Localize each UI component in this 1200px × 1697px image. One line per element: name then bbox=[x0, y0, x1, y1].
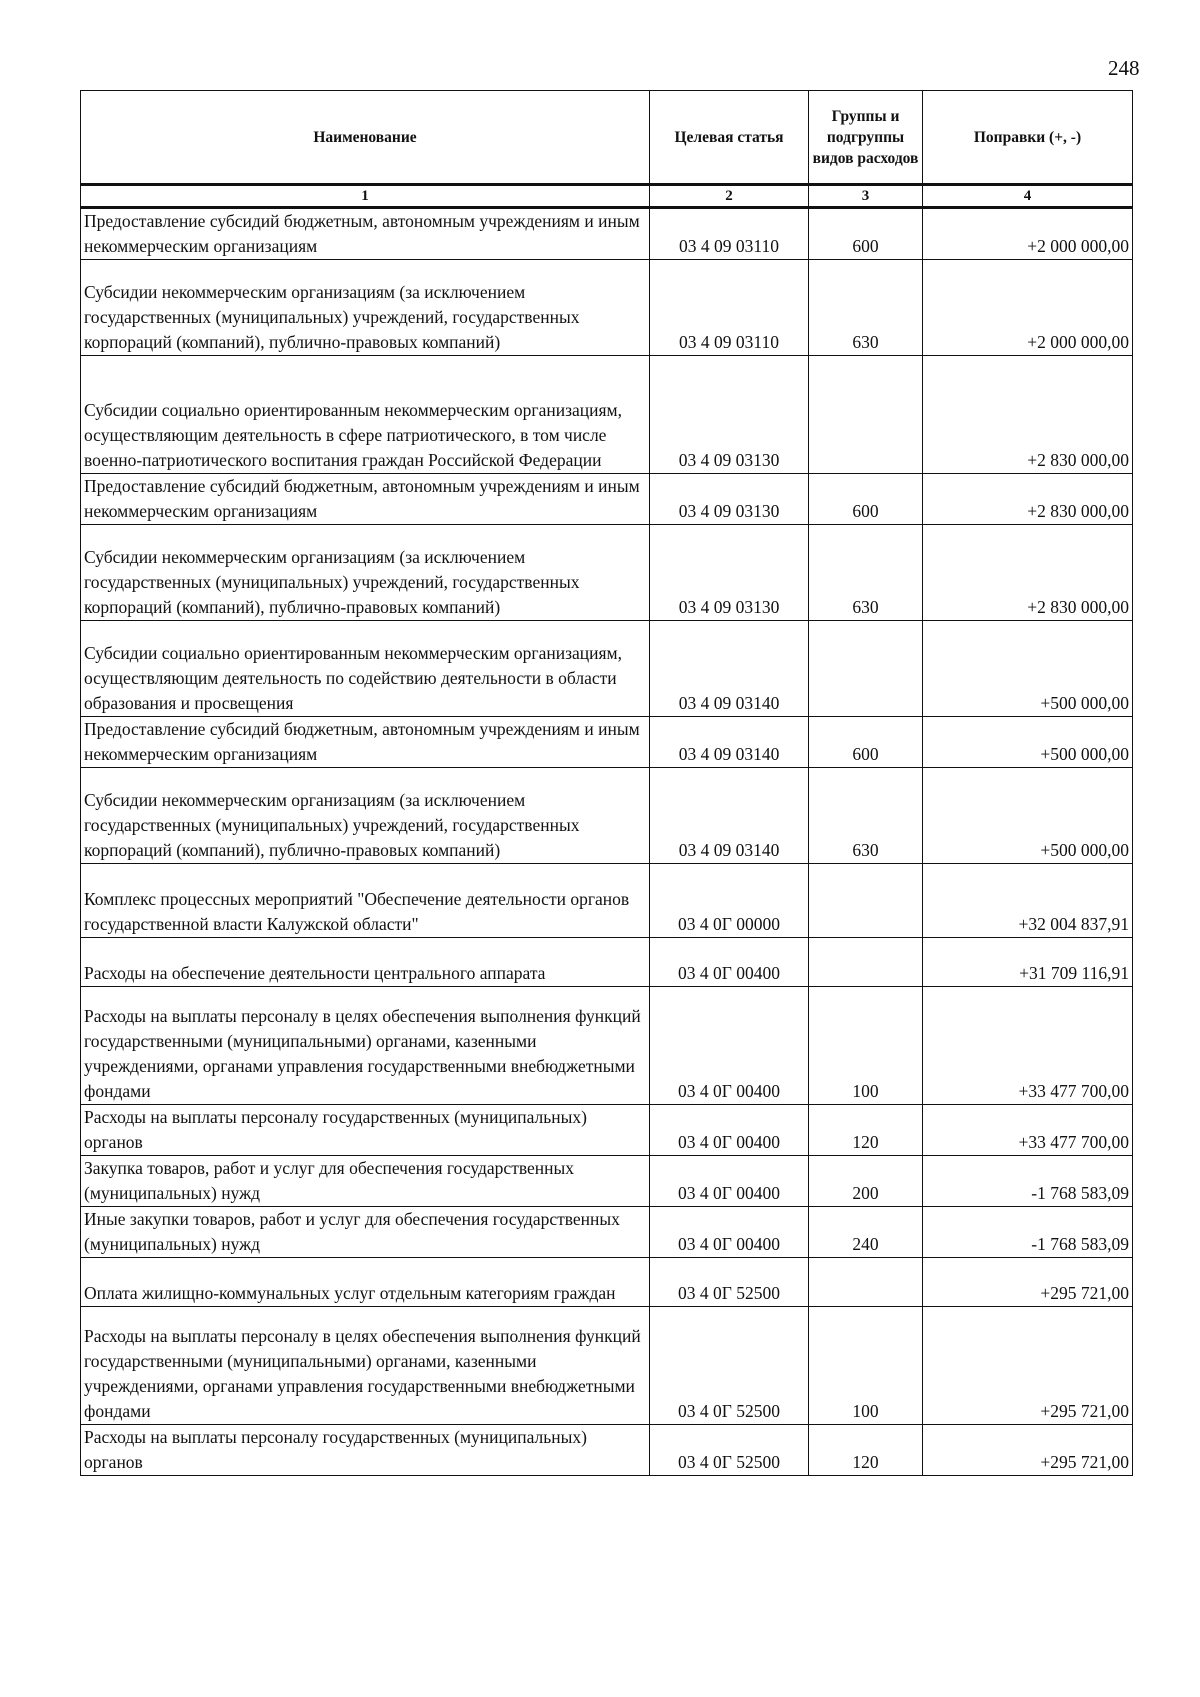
row-name: Расходы на обеспечение деятельности центрального аппарата bbox=[81, 938, 650, 987]
row-amount: +2 000 000,00 bbox=[923, 260, 1133, 356]
table-row bbox=[81, 260, 1133, 356]
row-expense-group: 630 bbox=[809, 768, 923, 864]
row-target-article: 03 4 09 03110 bbox=[650, 260, 809, 356]
row-target-article: 03 4 0Г 00400 bbox=[650, 1105, 809, 1156]
row-name: Расходы на выплаты персоналу в целях обеспечения выполнения функций государственными (муниципальными) органами, казенными учреждениями, органами управления государственными внебюджетными фондами bbox=[81, 987, 650, 1105]
header-expense-groups: Группы и подгруппы видов расходов bbox=[809, 91, 923, 185]
row-amount: +32 004 837,91 bbox=[923, 864, 1133, 938]
row-amount: +31 709 116,91 bbox=[923, 938, 1133, 987]
table-row bbox=[81, 474, 1133, 525]
table-row bbox=[81, 768, 1133, 864]
row-amount: +295 721,00 bbox=[923, 1258, 1133, 1307]
row-expense-group: 600 bbox=[809, 474, 923, 525]
table-row bbox=[81, 1425, 1133, 1476]
row-name: Субсидии социально ориентированным некоммерческим организациям, осуществляющим деятельность в сфере патриотического, в том числе военно-патриотического воспитания граждан Российской Федерации bbox=[81, 356, 650, 474]
table-row bbox=[81, 1307, 1133, 1425]
row-amount: +2 830 000,00 bbox=[923, 525, 1133, 621]
row-expense-group: 120 bbox=[809, 1105, 923, 1156]
header-amendments: Поправки (+, -) bbox=[923, 91, 1133, 185]
row-name: Субсидии социально ориентированным некоммерческим организациям, осуществляющим деятельность по содействию деятельности в области образования и просвещения bbox=[81, 621, 650, 717]
row-expense-group: 200 bbox=[809, 1156, 923, 1207]
row-amount: +2 000 000,00 bbox=[923, 208, 1133, 260]
row-expense-group bbox=[809, 1258, 923, 1307]
table-row bbox=[81, 717, 1133, 768]
table-header-row bbox=[81, 91, 1133, 185]
row-expense-group: 630 bbox=[809, 260, 923, 356]
table-row bbox=[81, 987, 1133, 1105]
column-number-row bbox=[81, 185, 1133, 208]
row-target-article: 03 4 09 03140 bbox=[650, 621, 809, 717]
row-name: Расходы на выплаты персоналу государственных (муниципальных) органов bbox=[81, 1425, 650, 1476]
row-amount: +500 000,00 bbox=[923, 717, 1133, 768]
row-amount: +500 000,00 bbox=[923, 621, 1133, 717]
row-name: Расходы на выплаты персоналу государственных (муниципальных) органов bbox=[81, 1105, 650, 1156]
row-amount: -1 768 583,09 bbox=[923, 1156, 1133, 1207]
row-target-article: 03 4 09 03140 bbox=[650, 717, 809, 768]
row-target-article: 03 4 0Г 00000 bbox=[650, 864, 809, 938]
row-expense-group: 100 bbox=[809, 1307, 923, 1425]
row-name: Иные закупки товаров, работ и услуг для обеспечения государственных (муниципальных) нужд bbox=[81, 1207, 650, 1258]
row-expense-group: 100 bbox=[809, 987, 923, 1105]
row-target-article: 03 4 09 03110 bbox=[650, 208, 809, 260]
table-row bbox=[81, 1207, 1133, 1258]
row-target-article: 03 4 09 03130 bbox=[650, 474, 809, 525]
row-expense-group bbox=[809, 621, 923, 717]
table-row bbox=[81, 864, 1133, 938]
row-amount: +295 721,00 bbox=[923, 1425, 1133, 1476]
table-row bbox=[81, 1258, 1133, 1307]
row-target-article: 03 4 0Г 00400 bbox=[650, 1156, 809, 1207]
row-target-article: 03 4 09 03130 bbox=[650, 525, 809, 621]
row-amount: +295 721,00 bbox=[923, 1307, 1133, 1425]
row-expense-group: 120 bbox=[809, 1425, 923, 1476]
row-target-article: 03 4 0Г 00400 bbox=[650, 1207, 809, 1258]
row-expense-group: 600 bbox=[809, 717, 923, 768]
row-target-article: 03 4 09 03140 bbox=[650, 768, 809, 864]
row-expense-group: 630 bbox=[809, 525, 923, 621]
row-expense-group bbox=[809, 938, 923, 987]
header-target-article: Целевая статья bbox=[650, 91, 809, 185]
budget-table bbox=[80, 90, 1133, 1476]
page-number: 248 bbox=[1108, 56, 1140, 80]
column-number: 3 bbox=[809, 185, 923, 208]
row-amount: +2 830 000,00 bbox=[923, 356, 1133, 474]
table-row bbox=[81, 208, 1133, 260]
table-row bbox=[81, 356, 1133, 474]
column-number: 1 bbox=[81, 185, 650, 208]
row-name: Субсидии некоммерческим организациям (за исключением государственных (муниципальных) учреждений, государственных корпораций (компаний), публично-правовых компаний) bbox=[81, 260, 650, 356]
row-name: Предоставление субсидий бюджетным, автономным учреждениям и иным некоммерческим организациям bbox=[81, 717, 650, 768]
column-number: 2 bbox=[650, 185, 809, 208]
row-name: Предоставление субсидий бюджетным, автономным учреждениям и иным некоммерческим организациям bbox=[81, 474, 650, 525]
row-amount: +33 477 700,00 bbox=[923, 1105, 1133, 1156]
row-amount: +33 477 700,00 bbox=[923, 987, 1133, 1105]
row-target-article: 03 4 0Г 52500 bbox=[650, 1307, 809, 1425]
row-target-article: 03 4 0Г 52500 bbox=[650, 1425, 809, 1476]
row-name: Субсидии некоммерческим организациям (за исключением государственных (муниципальных) учреждений, государственных корпораций (компаний), публично-правовых компаний) bbox=[81, 768, 650, 864]
row-expense-group bbox=[809, 356, 923, 474]
row-expense-group: 600 bbox=[809, 208, 923, 260]
row-amount: +2 830 000,00 bbox=[923, 474, 1133, 525]
row-amount: +500 000,00 bbox=[923, 768, 1133, 864]
row-name: Оплата жилищно-коммунальных услуг отдельным категориям граждан bbox=[81, 1258, 650, 1307]
table-row bbox=[81, 938, 1133, 987]
row-target-article: 03 4 0Г 00400 bbox=[650, 938, 809, 987]
row-name: Предоставление субсидий бюджетным, автономным учреждениям и иным некоммерческим организациям bbox=[81, 208, 650, 260]
column-number: 4 bbox=[923, 185, 1133, 208]
header-name: Наименование bbox=[81, 91, 650, 185]
row-target-article: 03 4 0Г 00400 bbox=[650, 987, 809, 1105]
row-amount: -1 768 583,09 bbox=[923, 1207, 1133, 1258]
row-expense-group: 240 bbox=[809, 1207, 923, 1258]
table-row bbox=[81, 1156, 1133, 1207]
row-name: Закупка товаров, работ и услуг для обеспечения государственных (муниципальных) нужд bbox=[81, 1156, 650, 1207]
row-name: Комплекс процессных мероприятий "Обеспечение деятельности органов государственной власти Калужской области" bbox=[81, 864, 650, 938]
row-expense-group bbox=[809, 864, 923, 938]
row-target-article: 03 4 0Г 52500 bbox=[650, 1258, 809, 1307]
table-row bbox=[81, 621, 1133, 717]
row-target-article: 03 4 09 03130 bbox=[650, 356, 809, 474]
table-row bbox=[81, 525, 1133, 621]
table-row bbox=[81, 1105, 1133, 1156]
row-name: Расходы на выплаты персоналу в целях обеспечения выполнения функций государственными (муниципальными) органами, казенными учреждениями, органами управления государственными внебюджетными фондами bbox=[81, 1307, 650, 1425]
table-body bbox=[81, 208, 1133, 1476]
row-name: Субсидии некоммерческим организациям (за исключением государственных (муниципальных) учреждений, государственных корпораций (компаний), публично-правовых компаний) bbox=[81, 525, 650, 621]
